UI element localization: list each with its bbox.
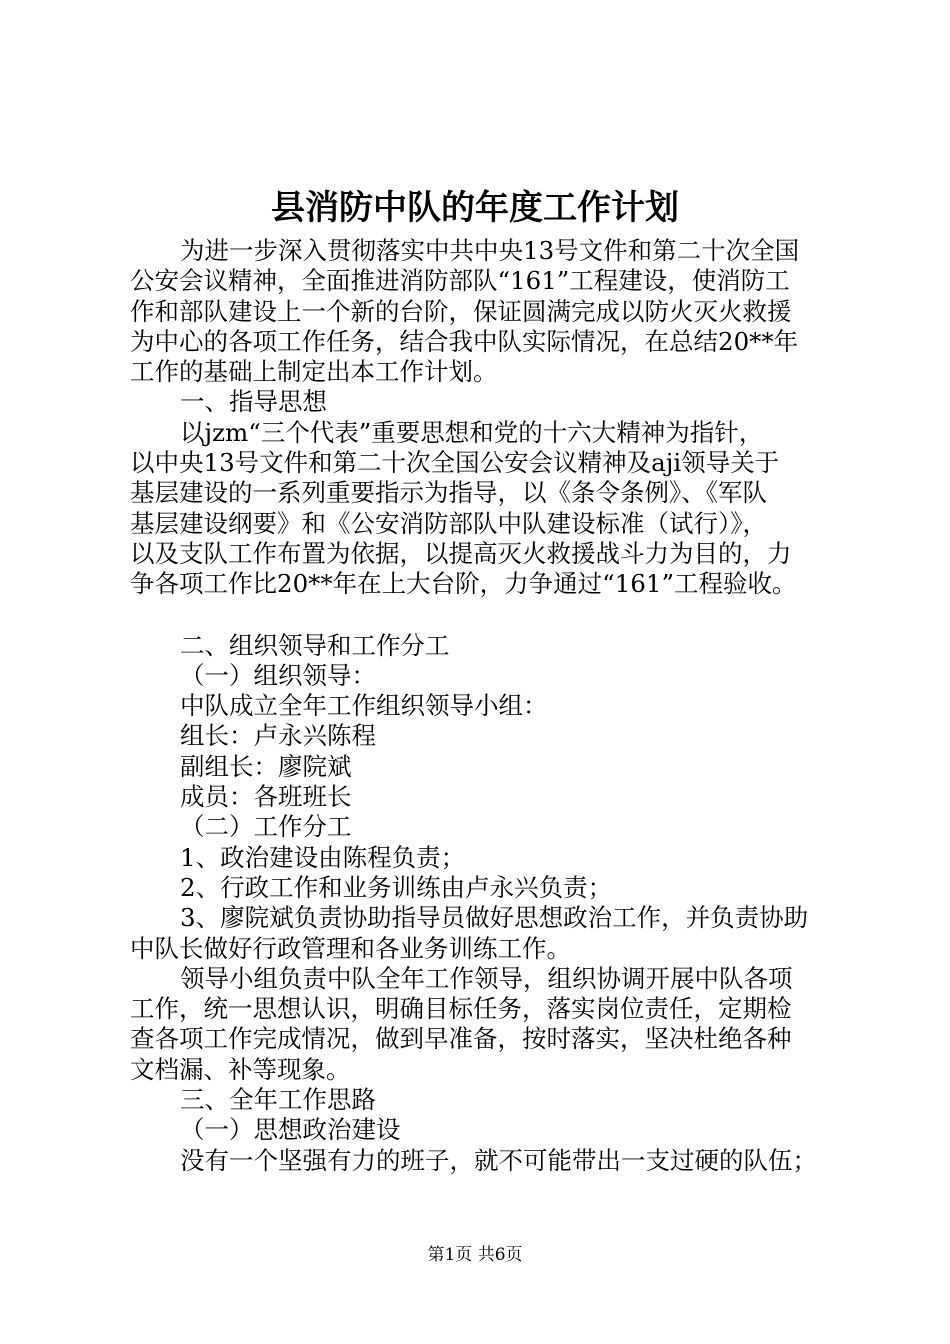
section-heading: 二、组织领导和工作分工 <box>180 630 450 660</box>
paragraph-line: 中队长做好行政管理和各业务训练工作。 <box>130 933 571 963</box>
page-footer: 第1页 共6页 <box>427 1245 523 1265</box>
subsection-heading: （一）组织领导： <box>180 660 376 690</box>
subsection-heading: （二）工作分工 <box>180 812 352 842</box>
section-heading: 一、指导思想 <box>180 387 327 417</box>
paragraph-line: 作和部队建设上一个新的台阶，保证圆满完成以防火灭火救援 <box>130 296 792 326</box>
paragraph-line: 没有一个坚强有力的班子，就不可能带出一支过硬的队伍； <box>180 1145 817 1175</box>
paragraph-line: 中队成立全年工作组织领导小组： <box>180 691 548 721</box>
paragraph-line: 工作，统一思想认识，明确目标任务，落实岗位责任，定期检 <box>130 994 792 1024</box>
paragraph-line: 副组长：廖院斌 <box>180 751 352 781</box>
paragraph-line: 以及支队工作布置为依据，以提高灭火救援战斗力为目的，力 <box>130 538 792 568</box>
paragraph-line: 为进一步深入贯彻落实中共中央13号文件和第二十次全国 <box>180 236 800 265</box>
document-body <box>130 236 850 1176</box>
paragraph-line: 查各项工作完成情况，做到早准备，按时落实，坚决杜绝各种 <box>130 1024 792 1054</box>
paragraph-line: 领导小组负责中队全年工作领导，组织协调开展中队各项 <box>180 963 793 993</box>
list-item: 1、政治建设由陈程负责； <box>180 842 466 872</box>
paragraph-line: 工作的基础上制定出本工作计划。 <box>130 357 498 387</box>
paragraph-line: 基层建设纲要》和《公安消防部队中队建设标准（试行）》， <box>130 508 767 538</box>
paragraph-line: 以中央13号文件和第二十次全国公安会议精神及aji领导关于 <box>130 448 780 478</box>
blank-line <box>130 600 850 631</box>
paragraph-line: 争各项工作比20**年在上大台阶，力争通过“161”工程验收。 <box>130 569 797 599</box>
paragraph-line: 成员：各班班长 <box>180 782 352 812</box>
list-item: 3、廖院斌负责协助指导员做好思想政治工作，并负责协助 <box>180 903 809 933</box>
paragraph-line: 为中心的各项工作任务，结合我中队实际情况，在总结20**年 <box>130 326 799 356</box>
list-item: 2、行政工作和业务训练由卢永兴负责； <box>180 872 613 902</box>
paragraph-line: 公安会议精神，全面推进消防部队“161”工程建设，使消防工 <box>130 266 790 296</box>
paragraph-line: 以jzm“三个代表”重要思想和党的十六大精神为指针， <box>180 417 764 447</box>
paragraph-line: 组长：卢永兴陈程 <box>180 721 376 751</box>
paragraph-line: 文档漏、补等现象。 <box>130 1054 351 1084</box>
paragraph-line: 基层建设的一系列重要指示为指导，以《条令条例》、《军队 <box>130 478 767 508</box>
subsection-heading: （一）思想政治建设 <box>180 1115 401 1145</box>
section-heading: 三、全年工作思路 <box>180 1085 376 1115</box>
document-title: 县消防中队的年度工作计划 <box>271 188 679 228</box>
